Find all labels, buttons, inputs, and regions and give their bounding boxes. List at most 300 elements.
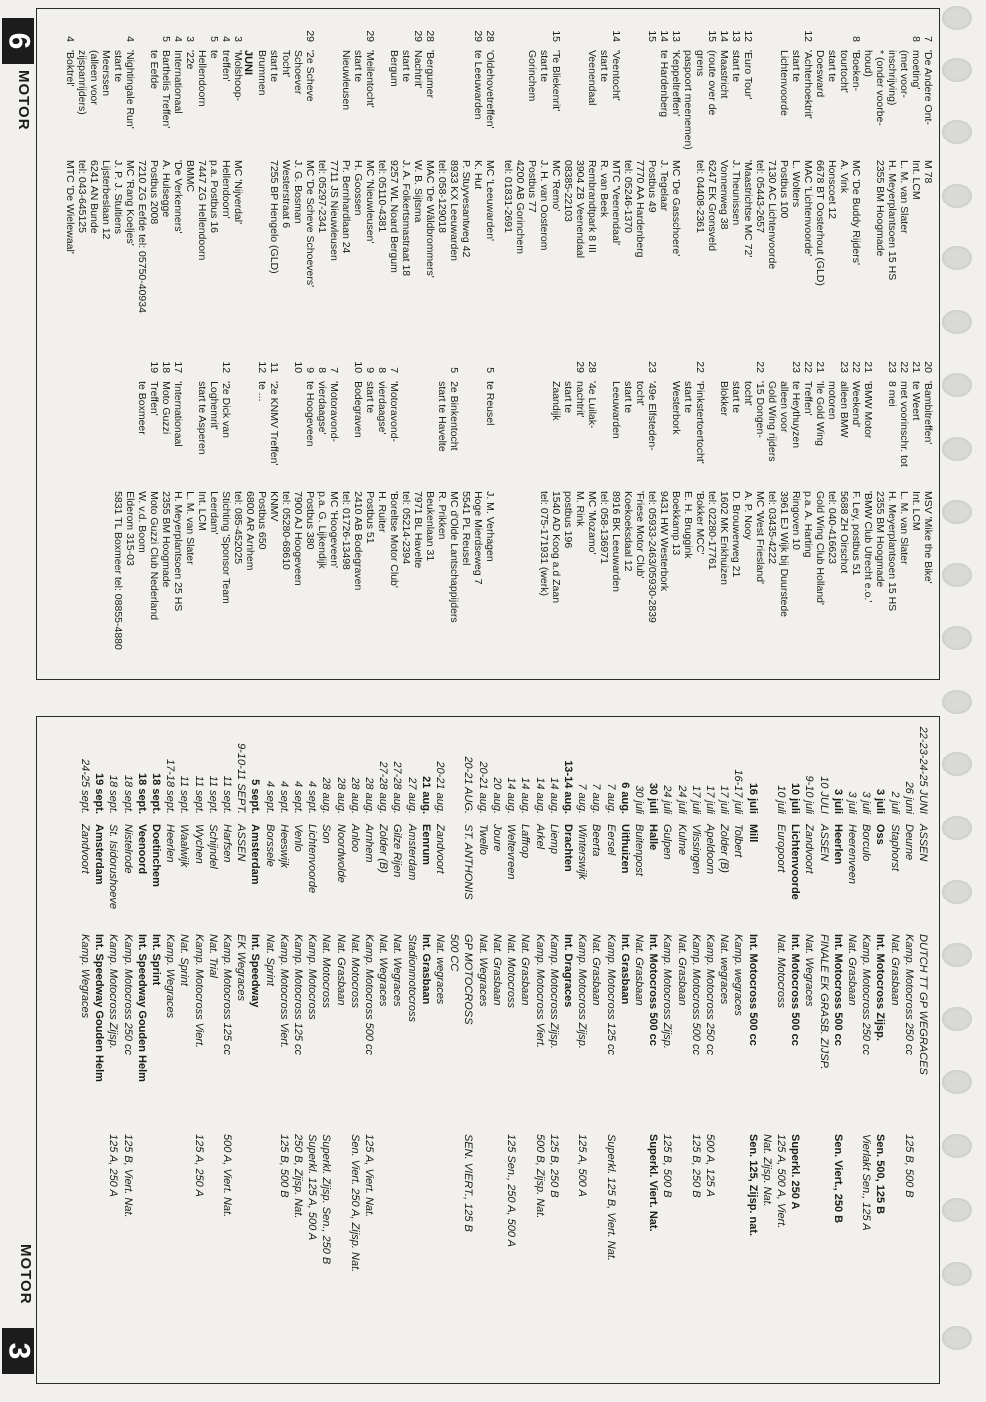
event-organizer: tel: 05933-2463/05930-2839 <box>646 490 658 623</box>
event-name: (alleen voor <box>88 50 100 105</box>
event-date: 5 <box>484 367 496 374</box>
race-date: 19 sept. <box>93 773 106 814</box>
race-classes: 500 A, Viert. Nat. <box>221 1134 234 1218</box>
calendar-row <box>333 722 347 1374</box>
calendar-row <box>291 722 305 1374</box>
event-organizer: 1540 AD Koog a.d Zaan <box>550 490 562 604</box>
event-name: 'Molshoop- <box>232 50 244 102</box>
event-name: Hellendoorn <box>196 50 208 107</box>
race-date: 24 juli <box>675 785 688 814</box>
race-type: Kamp. Wegraces <box>79 934 92 1019</box>
event-name: treffen' <box>220 50 232 82</box>
event-name: start te <box>826 50 838 83</box>
event-organizer: J. H. van Oosterom <box>538 160 550 251</box>
page-number: 3 <box>2 1342 35 1360</box>
event-row <box>838 345 850 674</box>
event-date: 13 <box>670 30 682 42</box>
event-organizer: 9431 HW Westerbork <box>658 490 670 592</box>
event-date: 21 <box>814 361 826 373</box>
event-organizer: A. Hulsegge <box>160 160 172 218</box>
event-organizer: R. Prikken <box>436 491 448 540</box>
event-name: Weekend' <box>850 380 862 428</box>
binder-hole <box>942 184 972 208</box>
event-row <box>622 345 634 674</box>
race-date: 4 sept. <box>292 780 305 814</box>
event-date <box>682 345 694 381</box>
event-date <box>526 14 538 50</box>
event-row <box>742 14 754 337</box>
race-classes: 250 B, Zijsp. Nat. <box>292 1134 305 1219</box>
event-row <box>850 14 862 337</box>
event-row <box>196 14 208 337</box>
race-date: 14 aug. <box>547 777 560 814</box>
event-organizer: Stichting 'Sponsor Team <box>220 491 232 604</box>
event-organizer: Postbus 77 <box>526 160 538 213</box>
event-name: (met voor- <box>898 50 910 98</box>
race-venue: Borssele <box>263 824 276 867</box>
event-row <box>538 14 550 337</box>
event-name: Brummen <box>256 50 268 96</box>
event-date: 12 <box>742 30 754 42</box>
event-name: 'Boeken- <box>850 50 862 92</box>
event-organizer: L. M. van Slater <box>898 160 910 234</box>
race-date: 28 aug. <box>320 777 333 814</box>
event-name: 'Internationaal <box>172 381 184 447</box>
race-type: Nat. Sprint <box>178 934 191 986</box>
race-type: Kamp. Motocross Zijsp. <box>547 934 560 1049</box>
event-organizer: 2355 BM Hoogmade <box>874 490 886 588</box>
race-venue: Vlissingen <box>689 824 702 875</box>
event-row <box>586 14 598 337</box>
binder-hole <box>942 6 972 30</box>
race-date: 7 aug. <box>590 783 603 814</box>
event-date <box>316 14 328 50</box>
event-date: 14 <box>718 30 730 42</box>
event-organizer: 2410 AB Bodegraven <box>352 491 364 591</box>
race-venue: Amsterdam <box>249 824 262 885</box>
race-venue: Amsterdam <box>405 824 418 881</box>
event-name: Nieuwleusen <box>340 50 352 111</box>
race-venue: Gilze Rijen <box>391 824 404 878</box>
binder-hole <box>942 880 972 904</box>
event-organizer: H. Meyerplantsoen 15 HS <box>886 160 898 281</box>
event-row <box>910 345 922 674</box>
event-date: 15 <box>706 30 718 42</box>
race-venue: Eersel <box>604 824 617 856</box>
month-heading: JUNI <box>242 50 254 76</box>
event-row <box>328 14 340 337</box>
race-type: Nat. Wegraces <box>377 934 390 1007</box>
event-date <box>76 14 88 50</box>
event-name: tourtocht' <box>838 50 850 93</box>
event-date: 4 <box>64 36 76 42</box>
race-type: Kamp. Motocross 250 cc <box>703 934 716 1056</box>
event-organizer: MAC 'De Wâldbrommers' <box>424 160 436 278</box>
event-organizer: tel: 043-645125 <box>76 160 88 233</box>
event-row <box>826 14 838 337</box>
event-name: '2e Scheve <box>304 50 316 102</box>
event-organizer: MC 'Leeuwarden' <box>484 160 496 242</box>
event-name <box>460 381 472 491</box>
calendar-row <box>774 722 788 1374</box>
event-row <box>280 345 292 674</box>
race-type: Int. Speedway <box>249 934 262 1008</box>
race-date: 5 sept. <box>249 779 262 814</box>
event-row <box>610 345 622 674</box>
calendar-row <box>760 722 774 1374</box>
event-name <box>472 381 484 491</box>
event-date: 10 <box>292 361 304 374</box>
event-date: 22 <box>694 361 706 373</box>
event-date: 12 <box>802 30 814 42</box>
event-organizer: Ringoven 10 <box>790 490 802 550</box>
event-date: 23 <box>790 361 802 373</box>
race-type: Nat. Grasbaan <box>590 934 603 1006</box>
event-date: 23 <box>646 361 658 373</box>
event-row <box>898 14 910 337</box>
event-name: 'Oldehovetreffen' <box>484 50 496 129</box>
event-name: Bergum <box>388 50 400 87</box>
event-row <box>172 14 184 337</box>
event-organizer: tel: 01726-13498 <box>340 491 352 570</box>
event-row <box>838 14 850 337</box>
event-row <box>790 14 802 337</box>
race-venue <box>447 824 461 934</box>
event-row <box>874 14 886 337</box>
binder-hole <box>942 1198 972 1222</box>
event-organizer: 8933 KX Leeuwarden <box>448 160 460 261</box>
race-date: 7 aug. <box>576 783 589 814</box>
race-type: GP MOTOCROSS <box>462 934 475 1025</box>
event-date <box>682 14 694 50</box>
event-name: 'Motoravond- <box>388 381 400 443</box>
event-organizer: M. Rink <box>574 490 586 527</box>
event-organizer: Postbus 49 <box>646 160 658 213</box>
event-name: Leeuwarden <box>610 380 622 439</box>
race-venue: Heeswijk <box>277 824 290 869</box>
binder-hole <box>942 690 972 714</box>
event-name: houd) <box>862 50 874 77</box>
event-row <box>340 345 352 674</box>
event-date <box>778 345 790 381</box>
event-date <box>598 345 610 381</box>
event-row <box>412 14 424 337</box>
race-venue: Doetinchem <box>150 824 163 887</box>
race-date: 17-18 sept. <box>164 758 177 814</box>
event-row <box>862 14 874 337</box>
event-row <box>682 14 694 337</box>
binder-hole <box>942 310 972 334</box>
event-organizer: 'Bokker MCC' <box>694 490 706 555</box>
calendar-row <box>632 722 646 1374</box>
event-row <box>502 14 514 337</box>
event-date: 22 <box>850 361 862 373</box>
event-name: 'Ile Gold Wing <box>814 380 826 446</box>
event-organizer: Moto Guzzi Club Nederland <box>148 491 160 621</box>
race-type: Kamp. Motocross Zijsp. <box>107 934 120 1049</box>
event-row <box>484 14 496 337</box>
event-date <box>196 14 208 50</box>
event-organizer: tel: 085-452025 <box>232 491 244 565</box>
race-type: Nat. Grasbaan <box>490 934 503 1006</box>
page-number-badge <box>2 1328 34 1374</box>
event-organizer: Postbus 380 <box>304 491 316 550</box>
event-date <box>472 345 484 381</box>
calendar-row <box>618 722 632 1374</box>
event-date <box>766 14 778 50</box>
race-venue <box>760 824 774 934</box>
event-date: 29 <box>364 30 376 42</box>
race-date: 11 sept. <box>221 775 234 814</box>
event-organizer: R. van Beek <box>598 160 610 218</box>
race-classes: Sen. 125, Zijsp. nat. <box>746 1134 759 1237</box>
race-type: Kamp. Motocross Viert. <box>192 934 205 1049</box>
event-name: 'Veentocht' <box>610 50 622 101</box>
race-type: Int. Motocross 500 cc <box>647 934 660 1046</box>
event-row <box>922 14 934 337</box>
race-type: Int. Motocross 500 cc <box>831 934 844 1046</box>
event-date <box>436 345 448 381</box>
binder-hole <box>942 58 972 82</box>
race-date: 14 aug. <box>519 777 532 814</box>
event-organizer: Lijsterbeslaan 12 <box>100 160 112 240</box>
event-organizer: 7210 ZG Eefde tel: 05750-40934 <box>136 160 148 313</box>
event-organizer: 'De Verkenners' <box>172 160 184 234</box>
event-date: 29 <box>304 30 316 42</box>
event-organizer: MC 'De Scheve Schoevers' <box>304 160 316 288</box>
race-venue: Heerenveen <box>845 824 858 884</box>
event-organizer: Elderom 315-03 <box>124 491 136 566</box>
event-row <box>874 345 886 674</box>
race-venue: Uithuizen <box>618 824 631 874</box>
race-date: 30 juli <box>647 782 660 814</box>
race-classes: Vierlakt Sen., 125 A <box>860 1134 873 1231</box>
race-classes: Nat. Zijsp. Nat. <box>760 1134 773 1207</box>
calendar-row <box>419 722 433 1374</box>
event-organizer: H. Goossen <box>352 160 364 216</box>
event-name: met voorinschr. tot <box>898 380 910 467</box>
event-name <box>562 50 574 160</box>
event-name: start te <box>730 50 742 83</box>
calendar-row <box>589 722 603 1374</box>
event-date <box>610 345 622 381</box>
event-row <box>694 14 706 337</box>
event-row <box>64 14 76 337</box>
calendar-row <box>646 722 660 1374</box>
event-name: Zaandijk <box>550 380 562 421</box>
event-name: 'Euro Tour' <box>742 50 754 100</box>
race-venue: Joure <box>490 824 503 852</box>
calendar-row <box>561 722 575 1374</box>
event-organizer: 3961 EJ Wijk bij Duurstede <box>778 490 790 618</box>
event-date <box>862 14 874 50</box>
event-row <box>76 14 88 337</box>
event-row <box>754 14 766 337</box>
event-date: 12 <box>256 361 268 374</box>
event-name: (route over de <box>706 50 718 116</box>
calendar-row <box>689 722 703 1374</box>
race-venue: Eenrum <box>419 824 432 865</box>
event-organizer: MC 'Hoogeveen' <box>328 491 340 569</box>
race-venue: Wychen <box>192 824 205 864</box>
binder-hole <box>942 563 972 587</box>
event-row <box>730 345 742 674</box>
race-classes: 125 A, 500 A <box>576 1134 589 1197</box>
event-name: '4e Luilak- <box>586 380 598 429</box>
event-organizer <box>682 160 694 337</box>
event-organizer: A. P. Nooy <box>742 490 754 540</box>
event-name: '22e <box>184 50 196 70</box>
calendar-row <box>277 722 291 1374</box>
event-organizer: 7255 BP Hengelo (GLD) <box>268 160 280 274</box>
event-row <box>598 345 610 674</box>
event-row <box>112 14 124 337</box>
event-row <box>562 345 574 674</box>
event-name: Loghemrit' <box>208 381 220 430</box>
event-organizer: H. Meyerplantsoen 15 HS <box>886 490 898 612</box>
event-name: Meerssen <box>100 50 112 97</box>
event-organizer: 2355 BM Hoogmade <box>874 160 886 257</box>
event-date <box>670 345 682 381</box>
event-name: nachtrit' <box>574 380 586 418</box>
event-name: motoren <box>826 380 838 420</box>
race-classes: Superkl. Zijsp. Sen., 250 B <box>320 1134 333 1265</box>
event-row <box>376 14 388 337</box>
race-venue: Lichtenvoorde <box>789 824 802 900</box>
event-name: inschrijving) <box>886 50 898 106</box>
event-name: start te <box>352 50 364 83</box>
event-name: '15 Dongen- <box>754 380 766 438</box>
calendar-row <box>135 722 149 1374</box>
event-row <box>586 345 598 674</box>
event-row <box>694 345 706 674</box>
event-row <box>124 345 136 674</box>
race-type: Nat. Motocross <box>320 934 333 1008</box>
calendar-row <box>859 722 873 1374</box>
event-name: start te <box>730 380 742 414</box>
event-name: start te <box>622 380 634 414</box>
race-venue: Heerlen <box>831 824 844 865</box>
event-date <box>622 345 634 381</box>
race-type: Nat. wegraces <box>718 934 731 1005</box>
race-venue: Tolbert <box>732 824 745 858</box>
race-venue: Zandvoort <box>803 824 816 874</box>
event-organizer: 6241 AN Bunde <box>88 160 100 234</box>
event-row <box>460 14 472 337</box>
event-date <box>424 345 436 381</box>
event-date: 8 <box>376 367 388 374</box>
event-date: 9 <box>304 367 316 374</box>
calendar-row <box>603 722 617 1374</box>
event-date: 29 <box>472 30 484 42</box>
race-type: Nat. Grasbaan <box>334 934 347 1006</box>
event-date <box>280 14 292 50</box>
calendar-row <box>845 722 859 1374</box>
race-type: Int. Motocross Zijsp. <box>874 934 887 1041</box>
event-row <box>646 345 658 674</box>
calendar-row <box>362 722 376 1374</box>
event-row <box>814 345 826 674</box>
event-organizer: K. Hut <box>472 160 484 190</box>
event-date <box>562 345 574 381</box>
race-type: Kamp. Motocross 125 cc <box>604 934 617 1056</box>
event-name <box>460 50 472 160</box>
race-type: Int. Dragraces <box>561 934 574 1008</box>
race-date: 24 juli <box>661 785 674 814</box>
race-date: 7 aug. <box>604 783 617 814</box>
event-row <box>244 345 256 674</box>
event-organizer: MC d'Olde Lantschappijders <box>448 491 460 623</box>
event-row <box>268 14 280 337</box>
event-name <box>184 381 196 491</box>
race-venue: Nistelrode <box>121 824 134 874</box>
event-name: start te <box>790 50 802 83</box>
event-name: start te Havelte <box>436 381 448 452</box>
calendar-row <box>191 722 205 1374</box>
race-classes: Superkl. 125 A, 500 A <box>306 1134 319 1241</box>
event-row <box>184 345 196 674</box>
event-name: Treffen' <box>802 380 814 416</box>
event-organizer: J. P. J. Stultiens <box>112 160 124 234</box>
event-organizer: postbus 196 <box>562 490 574 549</box>
event-name: moeting' <box>910 50 922 90</box>
event-organizer: Vonnenweg 38 <box>718 160 730 230</box>
calendar-row <box>78 722 92 1374</box>
calendar-row <box>248 722 262 1374</box>
binder-hole <box>942 626 972 650</box>
event-row <box>448 345 460 674</box>
race-type: Nat. Wegraces <box>391 934 404 1007</box>
race-venue: Arkel <box>533 824 546 850</box>
event-organizer: p.a. G. Lijkendijk <box>316 491 328 569</box>
event-date: 22 <box>898 361 910 373</box>
race-date: 9-10 juli <box>803 775 816 814</box>
event-organizer: tel: 04408-2361 <box>694 160 706 233</box>
event-name: te ... <box>256 381 268 402</box>
event-name <box>280 381 292 491</box>
event-row <box>802 14 814 337</box>
calendar-row <box>476 722 490 1374</box>
race-date: 20 aug. <box>490 777 503 814</box>
race-calendar <box>50 722 930 1374</box>
event-row <box>766 345 778 674</box>
event-name: 'Keppeltreffen' <box>670 50 682 117</box>
event-organizer: Hoge Mierdseweg 7 <box>472 491 484 585</box>
calendar-row <box>717 722 731 1374</box>
event-name: 2e Binkentocht <box>448 381 460 451</box>
event-organizer: J. Tegelaar <box>658 160 670 212</box>
event-organizer: L. Wolters <box>790 160 802 208</box>
race-type: Int. Sprint <box>150 934 163 986</box>
race-type: Kamp. Motocross 125 cc <box>292 934 305 1056</box>
event-date <box>88 14 100 50</box>
event-row <box>424 14 436 337</box>
event-date <box>622 14 634 50</box>
calendar-row <box>234 722 248 1374</box>
event-name: 'BMW Motor <box>862 380 874 439</box>
event-name <box>232 381 244 491</box>
event-date <box>706 345 718 381</box>
event-organizer: tel: 075-171931 (werk) <box>538 490 550 597</box>
event-date <box>502 14 514 50</box>
calendar-row <box>447 722 461 1374</box>
event-date <box>124 345 136 381</box>
event-name: 'Bambitreffen' <box>922 380 934 445</box>
event-row <box>886 14 898 337</box>
event-row <box>802 345 814 674</box>
event-name <box>754 50 766 160</box>
race-date: 16-17 juli <box>732 769 745 814</box>
